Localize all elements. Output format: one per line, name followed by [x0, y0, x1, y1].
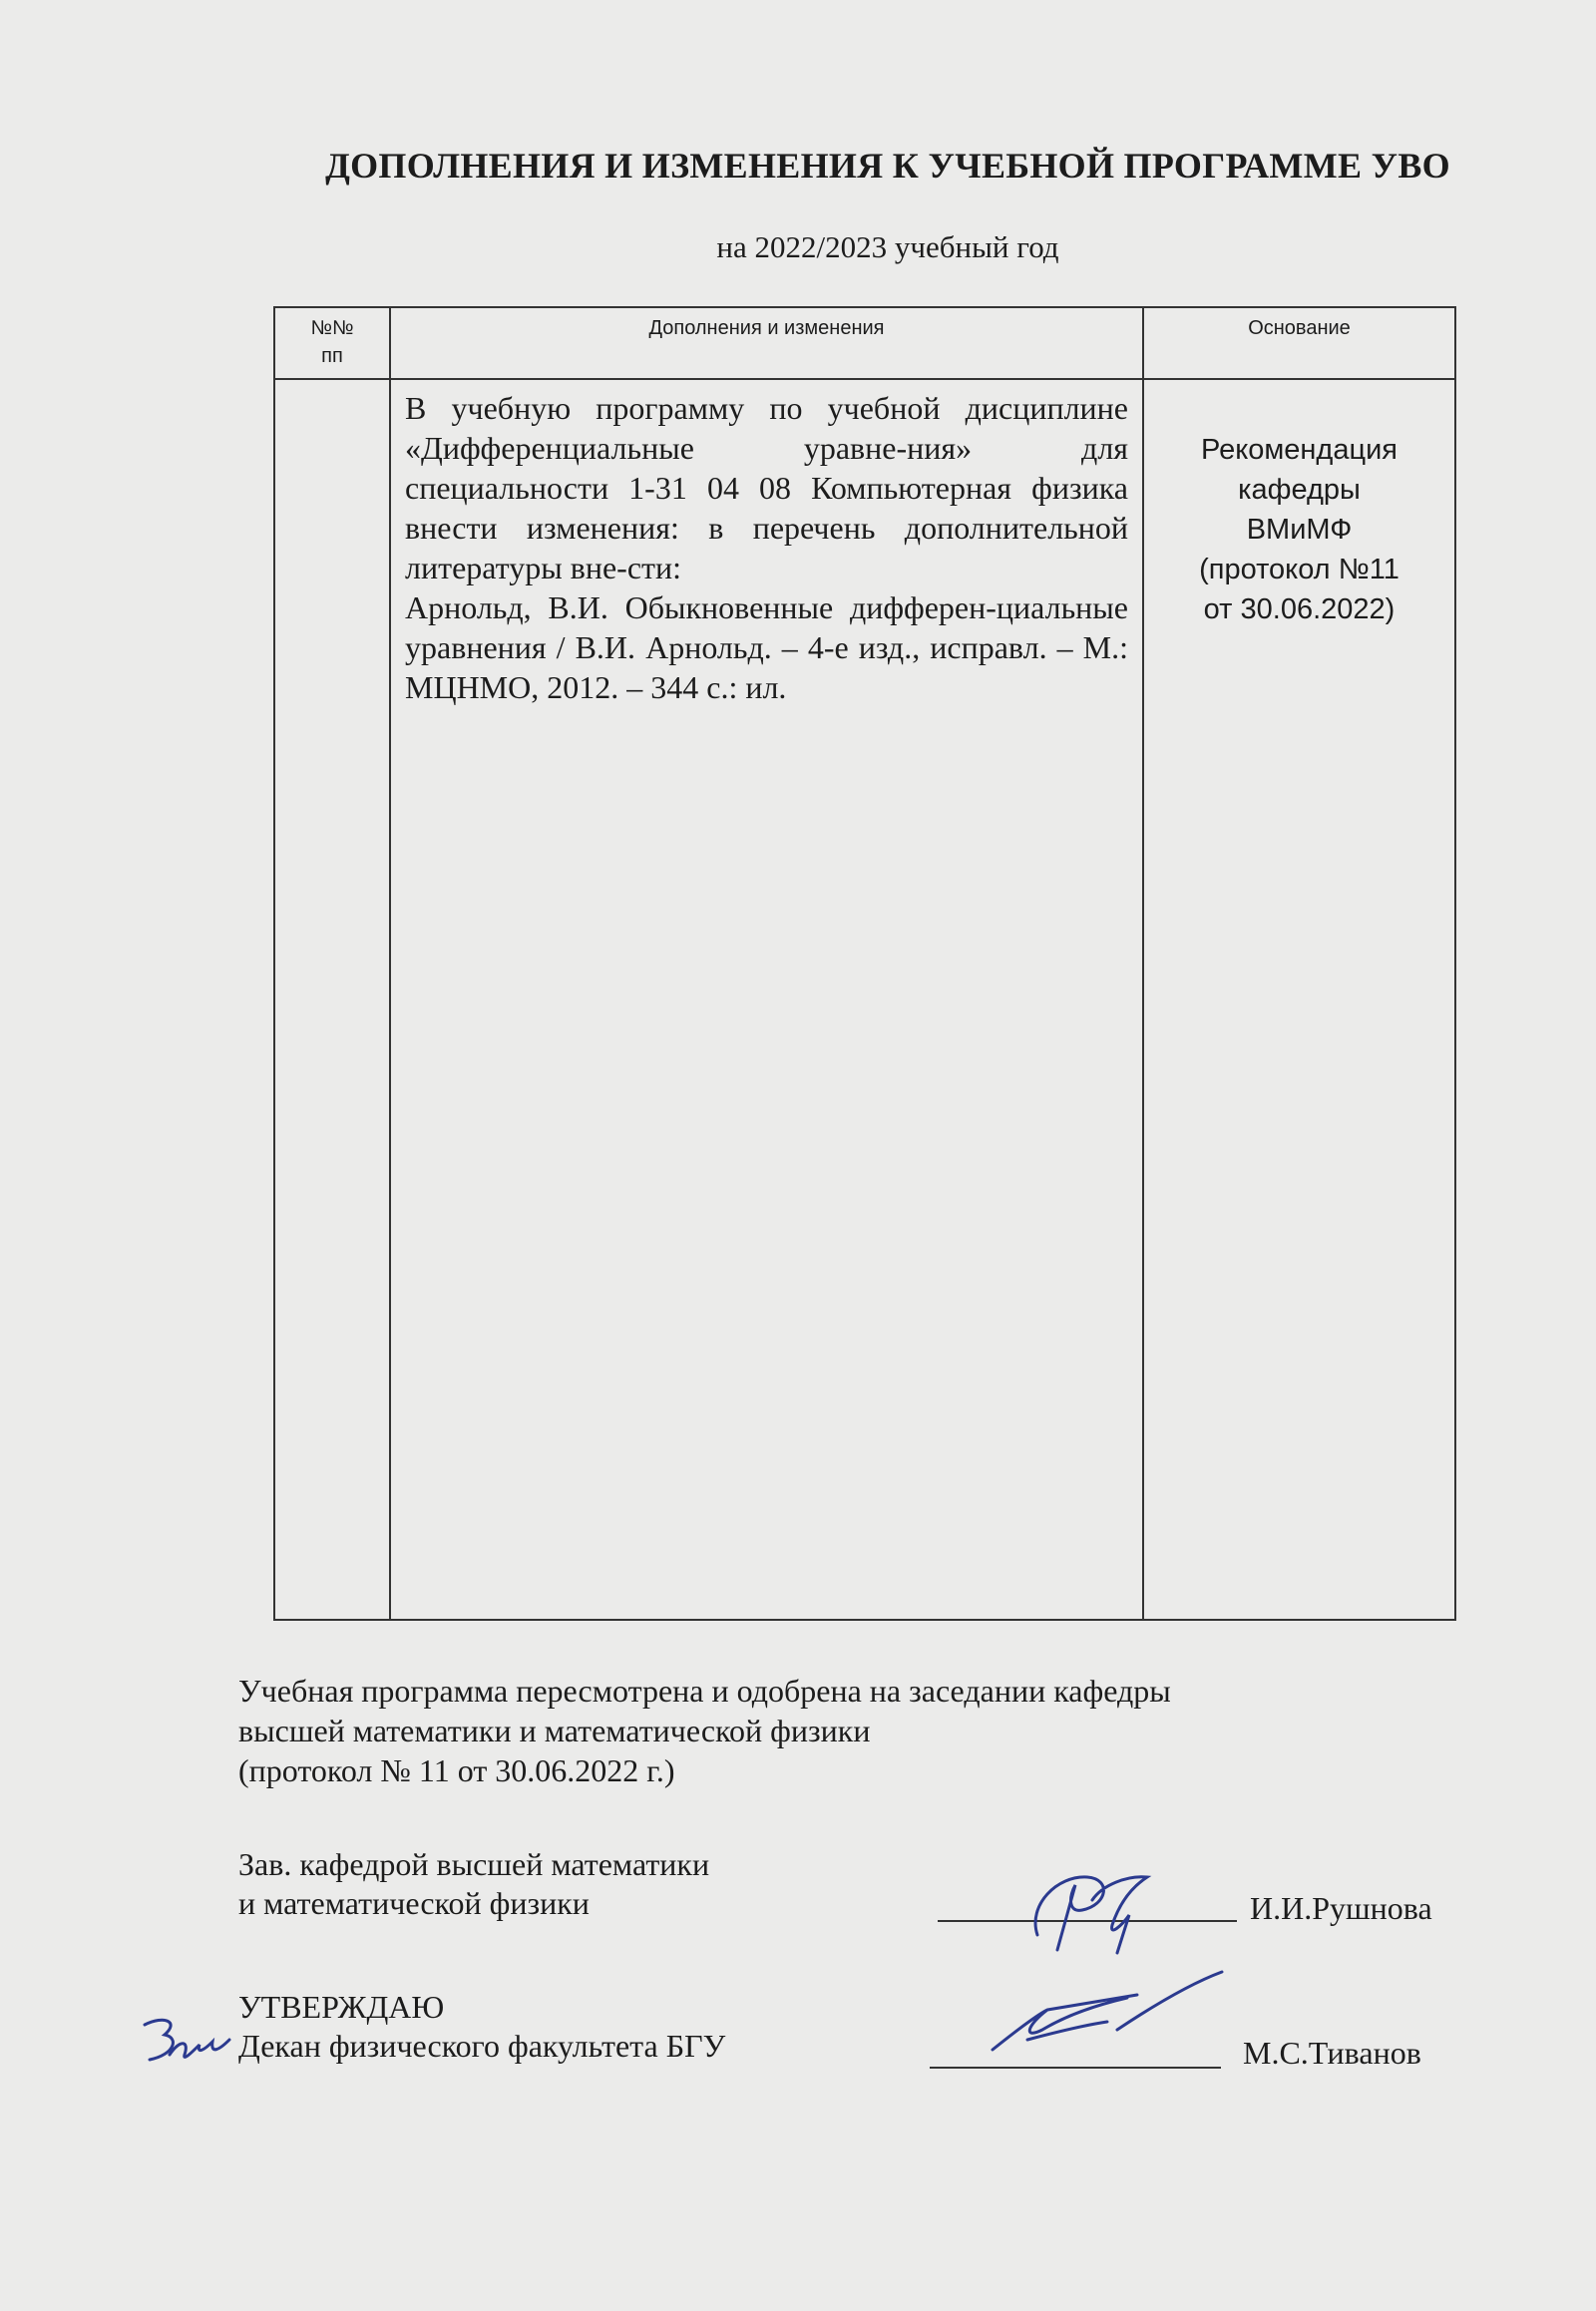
header-changes: Дополнения и изменения — [390, 307, 1143, 379]
basis-line: кафедры — [1238, 474, 1361, 506]
document-title: ДОПОЛНЕНИЯ И ИЗМЕНЕНИЯ К УЧЕБНОЙ ПРОГРАММЕ УВО — [325, 146, 1450, 186]
approval-line: (протокол № 11 от 30.06.2022 г.) — [238, 1752, 675, 1788]
dean-signature — [988, 1970, 1227, 2060]
changes-table — [273, 306, 1456, 1621]
approval-note — [238, 1671, 1171, 1790]
approval-line: Учебная программа пересмотрена и одобрена на заседании кафедры — [238, 1673, 1171, 1709]
dean-name: М.С.Тиванов — [1243, 2035, 1421, 2071]
signature-line — [930, 2067, 1221, 2069]
row-basis-cell — [1143, 379, 1455, 1620]
changes-paragraph-1: В учебную программу по учебной дисциплине «Дифференциальные уравне-ния» для специальности 1-31 04 08 Компьютерная физика внести изменения: в перечень дополнительной литературы вне-сти: — [405, 390, 1128, 585]
head-of-department — [238, 1845, 709, 1923]
table-header-row — [274, 307, 1455, 379]
header-number-line1: №№ — [310, 317, 354, 339]
header-basis: Основание — [1143, 307, 1455, 379]
dean-title: Декан физического факультета БГУ — [238, 2028, 726, 2064]
head-title-line: Зав. кафедрой высшей математики — [238, 1846, 710, 1882]
head-title-line: и математической физики — [238, 1885, 590, 1921]
approve-label: УТВЕРЖДАЮ — [238, 1989, 445, 2025]
basis-line: (протокол №11 — [1199, 554, 1399, 585]
row-changes-cell — [390, 379, 1143, 1620]
row-number-cell — [274, 379, 390, 1620]
header-number — [274, 307, 390, 379]
dean-initials-mark — [135, 2010, 244, 2085]
basis-line: ВМиМФ — [1246, 514, 1353, 546]
header-number-line2: пп — [321, 345, 343, 367]
dean-approval — [238, 1988, 725, 2066]
approval-line: высшей математики и математической физики — [238, 1713, 871, 1748]
table-row — [274, 379, 1455, 1620]
basis-line: Рекомендация — [1201, 434, 1397, 466]
basis-line: от 30.06.2022) — [1203, 593, 1396, 625]
head-signature — [1017, 1865, 1167, 1955]
changes-paragraph-2: Арнольд, В.И. Обыкновенные дифферен-циальные уравнения / В.И. Арнольд. – 4-е изд., исправл. – М.: МЦНМО, 2012. – 344 с.: ил. — [405, 589, 1128, 705]
document-subtitle: на 2022/2023 учебный год — [716, 229, 1059, 264]
head-name: И.И.Рушнова — [1250, 1890, 1432, 1926]
